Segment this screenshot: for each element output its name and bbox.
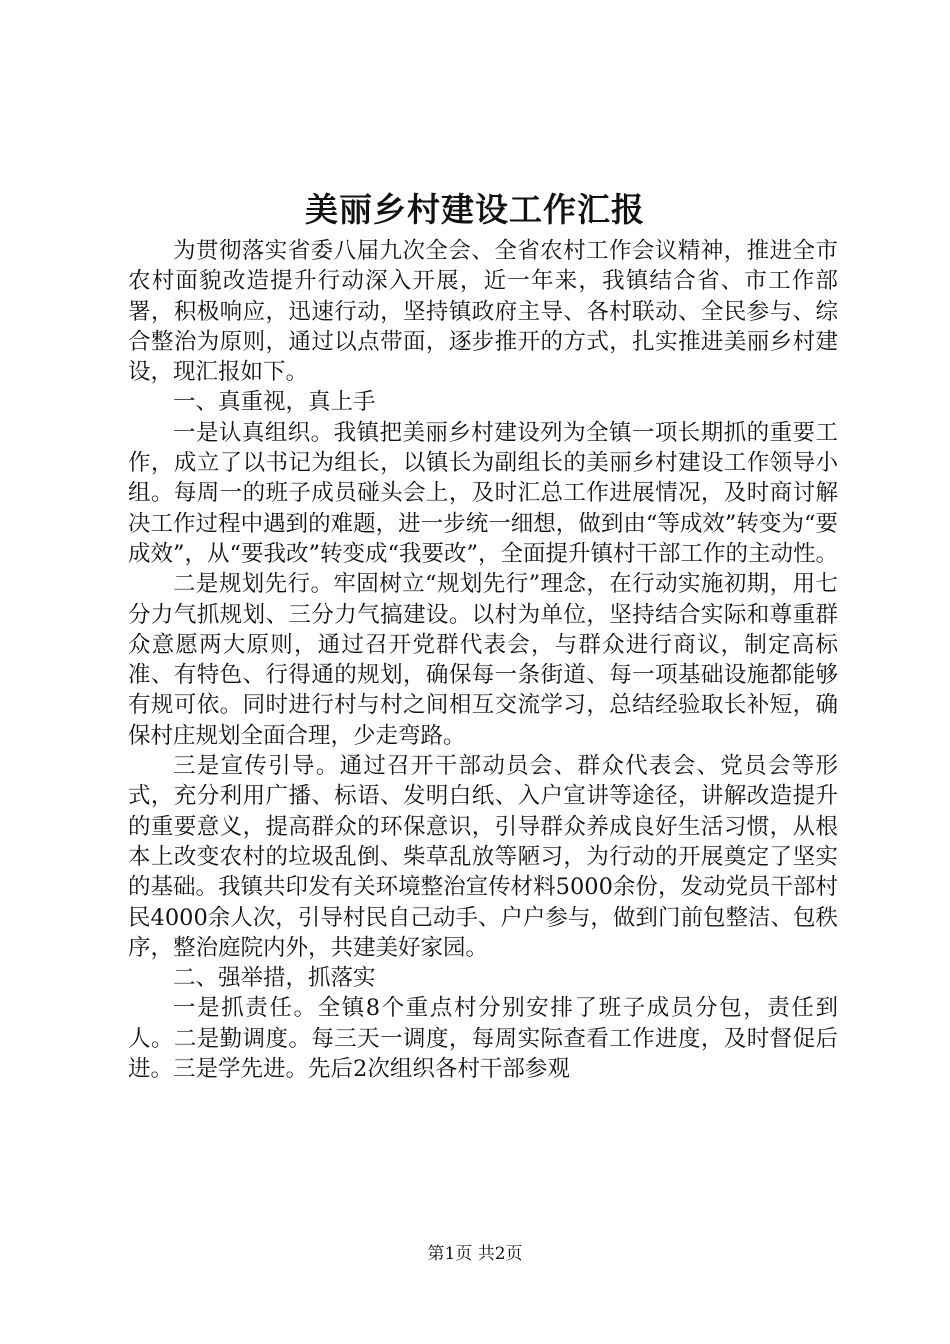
paragraph-responsibility: 一是抓责任。全镇8个重点村分别安排了班子成员分包，责任到人。二是勤调度。每三天一调度，每周实际查看工作进度，及时督促后进。三是学先进。先后2次组织各村干部参观	[128, 995, 838, 1083]
paragraph-planning: 二是规划先行。牢固树立“规划先行”理念，在行动实施初期，用七分力气抓规划、三分力气搞建设。以村为单位，坚持结合实际和尊重群众意愿两大原则，通过召开党群代表会，与群众进行商议，制定高标准、有特色、行得通的规划，确保每一条街道、每一项基础设施都能够有规可依。同时进行村与村之间相互交流学习，总结经验取长补短，确保村庄规划全面合理，少走弯路。	[128, 571, 838, 749]
document-body	[128, 236, 838, 1084]
paragraph-organize: 一是认真组织。我镇把美丽乡村建设列为全镇一项长期抓的重要工作，成立了以书记为组长，以镇长为副组长的美丽乡村建设工作领导小组。每周一的班子成员碰头会上，及时汇总工作进展情况，及时商讨解决工作过程中遇到的难题，进一步统一细想，做到由“等成效”转变为“要成效”，从“要我改”转变成“我要改”，全面提升镇村干部工作的主动性。	[128, 419, 839, 567]
paragraph-publicity: 三是宣传引导。通过召开干部动员会、群众代表会、党员会等形式，充分利用广播、标语、发明白纸、入户宣讲等途径，讲解改造提升的重要意义，提高群众的环保意识，引导群众养成良好生活习惯，从根本上改变农村的垃圾乱倒、柴草乱放等陋习，为行动的开展奠定了坚实的基础。我镇共印发有关环境整治宣传材料5000余份，发动党员干部村民4000余人次，引导村民自己动手、户户参与，做到门前包整洁、包秩序，整治庭院内外，共建美好家园。	[128, 753, 838, 961]
intro-paragraph: 为贯彻落实省委八届九次全会、全省农村工作会议精神，推进全市农村面貌改造提升行动深入开展，近一年来，我镇结合省、市工作部署，积极响应，迅速行动，坚持镇政府主导、各村联动、全民参与、综合整治为原则，通过以点带面，逐步推开的方式，扎实推进美丽乡村建设，现汇报如下。	[128, 238, 838, 386]
document-title: 美丽乡村建设工作汇报	[305, 190, 645, 229]
page-footer: 第1页 共2页	[427, 1244, 523, 1264]
section-heading-1: 一、真重视，真上手	[173, 389, 376, 416]
section-heading-2: 二、强举措，抓落实	[173, 965, 376, 992]
